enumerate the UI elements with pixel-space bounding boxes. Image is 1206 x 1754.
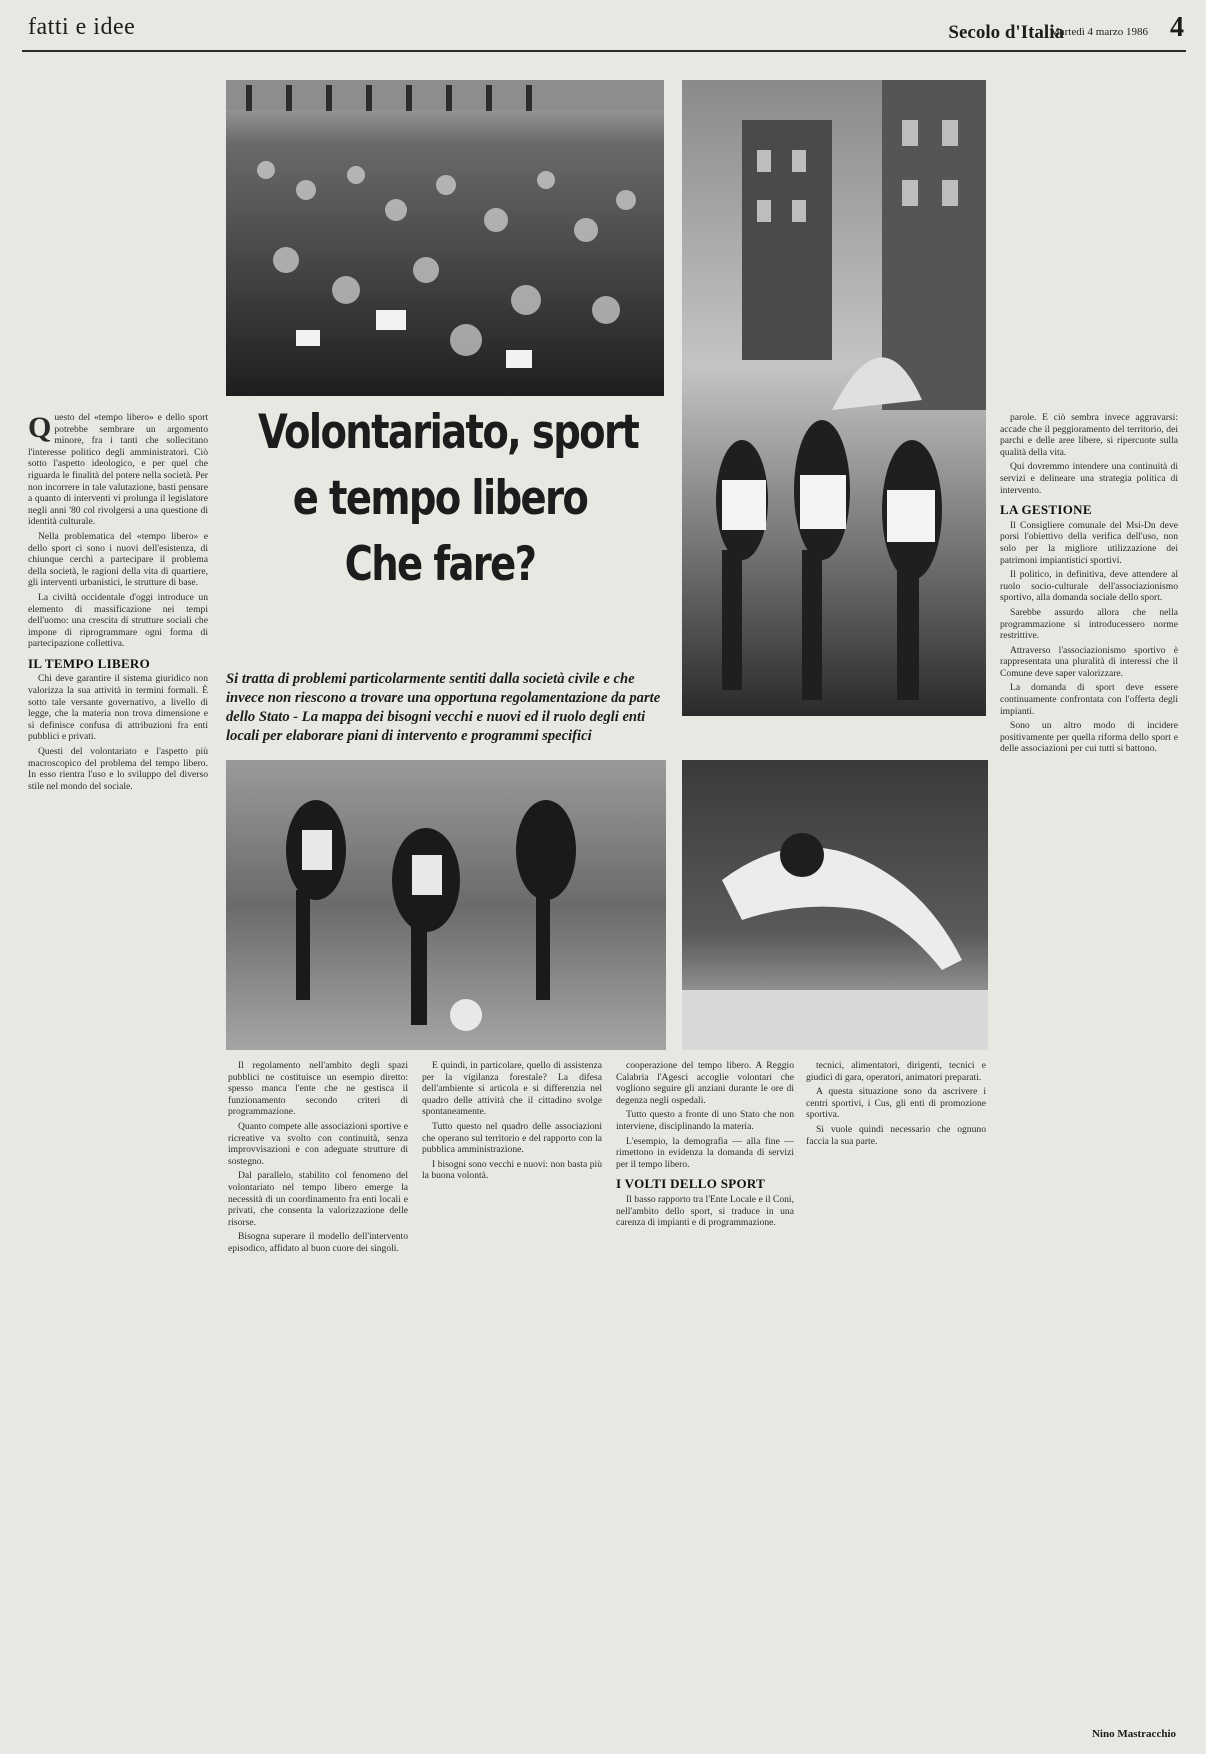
issue-date: Martedì 4 marzo 1986 [1049,26,1148,38]
col5-paragraph: A questa situazione sono da ascrivere i centri sportivi, i Cus, gli enti di promozione sportiva. [806,1086,986,1121]
col6-paragraph: Il politico, in definitiva, deve attendere al ruolo socio-culturale dell'associazionismo sportivo, alla domanda sociale dello sport. [1000,569,1178,604]
col2-paragraph: Quanto compete alle associazioni sportive e ricreative va svolto con continuità, senza improvvisazioni e con adeguate strutture di sostegno. [228,1120,408,1167]
col6-paragraph: parole. E ciò sembra invece aggravarsi: accade che il peggioramento del territorio, dei parchi e delle aree libere, si ripercuote sulla qualità della vita. [1000,412,1178,458]
author-signature: Nino Mastracchio [1091,1728,1176,1740]
section-heading-volti-sport: I VOLTI DELLO SPORT [616,1176,766,1192]
article-column-6 [1000,412,1178,1722]
headline-line-2: e tempo libero [292,471,588,526]
col6-paragraph: Sono un altro modo di incidere positivamente per quella riforma dello sport e delle associazioni per cui tutti si battono. [1000,720,1178,755]
col2-paragraph: Bisogna superare il modello dell'intervento episodico, affidato al buon cuore dei singoli. [228,1231,408,1254]
headline [257,400,639,598]
masthead [28,10,1184,44]
col3-paragraph: E quindi, in particolare, quello di assistenza per la vigilanza forestale? La difesa dell'ambiente si articola e si differenzia nel quadro delle attività che il cittadino svolge spontaneamente. [422,1060,602,1118]
col5-paragraph: tecnici, alimentatori, dirigenti, tecnici e giudici di gara, operatori, animatori preparati. [806,1060,986,1083]
col6-paragraph: Qui dovremmo intendere una continuità di servizi e delineare una strategia politica di intervento. [1000,461,1178,496]
section-heading-gestione: LA GESTIONE [1000,502,1092,518]
section-heading-tempo-libero: IL TEMPO LIBERO [28,655,151,671]
article-column-2 [228,1060,408,1740]
article-column-4 [616,1060,794,1740]
col6-paragraph: Attraverso l'associazionismo sportivo è rappresentata una pluralità di interessi che il Comune deve saper valorizzare. [1000,644,1178,679]
section-title: fatti e idee [28,14,136,40]
article-column-5 [806,1060,986,1740]
col4-paragraph: Il basso rapporto tra l'Ente Locale e il Coni, nell'ambito dello sport, si traduce in una carenza di impianti e di programmazione. [616,1193,794,1229]
col4-paragraph: L'esempio, la demografia — alla fine — rimettono in evidenza la domanda di servizi per il tempo libero. [616,1135,794,1170]
col2-paragraph: Dal parallelo, stabilito col fenomeno del volontariato nel tempo libero emerge la necessità di un coordinamento fra enti locali e privati, che consenta la valorizzazione delle risorse. [228,1170,408,1228]
col5-paragraph: Si vuole quindi necessario che ognuno faccia la sua parte. [806,1123,986,1147]
photo-runners-square [682,80,986,716]
col3-paragraph: Tutto questo nel quadro delle associazioni che operano sul territorio e del rapporto con la pubblica amministrazione. [422,1120,602,1156]
masthead-rule [22,50,1186,52]
photo-football-match [226,760,666,1050]
newspaper-name: Secolo d'Italia [948,22,1064,43]
col6-paragraph: Il Consigliere comunale del Msi-Dn deve porsi l'obiettivo della verifica dell'uso, non solo per la migliore utilizzazione dei patrimoni impiantistici sportivi. [1000,519,1178,566]
col3-paragraph: I bisogni sono vecchi e nuovi: non basta più la buona volontà. [422,1158,602,1182]
col1-paragraph: Nella problematica del «tempo libero» e dello sport ci sono i nuovi dell'esistenza, di chiunque cerchi a partecipare il problema della società, le ragioni della vita di quartiere, gli interventi urbanistici, le strutture di base. [28,530,208,589]
col4-paragraph: Tutto questo a fronte di uno Stato che non interviene, disciplinando la materia. [616,1109,794,1132]
col6-paragraph: Sarebbe assurdo allora che nella programmazione si introducessero norme restrittive. [1000,606,1178,642]
subheadline: Si tratta di problemi particolarmente sentiti dalla società civile e che invece non riescono a trovare una opportuna regolamentazione da parte dello Stato - La mappa dei bisogni vecchi e nuovi ed il ruolo degli enti locali per elaborare piani di intervento e programmi specifici [226,671,661,744]
col4-paragraph: cooperazione del tempo libero. A Reggio Calabria l'Agesci accoglie volontari che vogliono seguire gli anziani durante le ore di degenza negli ospedali. [616,1060,794,1106]
col1-paragraph: Questo del «tempo libero» e dello sport potrebbe sembrare un argomento minore, fra i tanti che sollecitano l'interesse politico degli amministratori. Ciò sotto l'aspetto ideologico, e per quel che riguarda le finalità del potere nella società. Per non incorrere in tale valutazione, basti pensare a quanto di interventi vi prolunga il legislatore negli anni '80 col rivolgersi a una questione di identità culturale. [28,412,208,528]
col1-paragraph: Questi del volontariato e l'aspetto più macroscopico del problema del tempo libero. In esso rientra l'uso e lo sviluppo del diverso stile nel mondo del sociale. [28,746,208,792]
article-column-1 [28,412,208,1742]
col2-paragraph: Il regolamento nell'ambito degli spazi pubblici ne costituisce un esempio diretto: spesso manca l'ente che ne gestisca il funzionamento secondo criteri di programmazione. [228,1060,408,1118]
photo-marathon-crowd [226,80,664,396]
col1-paragraph: La civiltà occidentale d'oggi introduce un elemento di massificazione nei tempi dell'uomo: una crescita di strutture sociali che impone di riprogrammare ogni forma di partecipazione collettiva. [28,591,208,650]
headline-line-3: Che fare? [344,537,536,592]
article-column-3 [422,1060,602,1740]
page-number: 4 [1170,12,1184,43]
photo-long-jump [682,760,988,1050]
col6-paragraph: La domanda di sport deve essere continuamente confrontata con l'offerta degli impianti. [1000,682,1178,717]
col1-paragraph: Chi deve garantire il sistema giuridico non valorizza la sua attività in termini formali. È sotto tale versante governativo, a livello di legge, che la materia non trova dimensione e si definisce confusa di attribuzioni fra enti pubblici e privati. [28,673,208,743]
headline-line-1: Volontariato, sport [257,405,639,460]
